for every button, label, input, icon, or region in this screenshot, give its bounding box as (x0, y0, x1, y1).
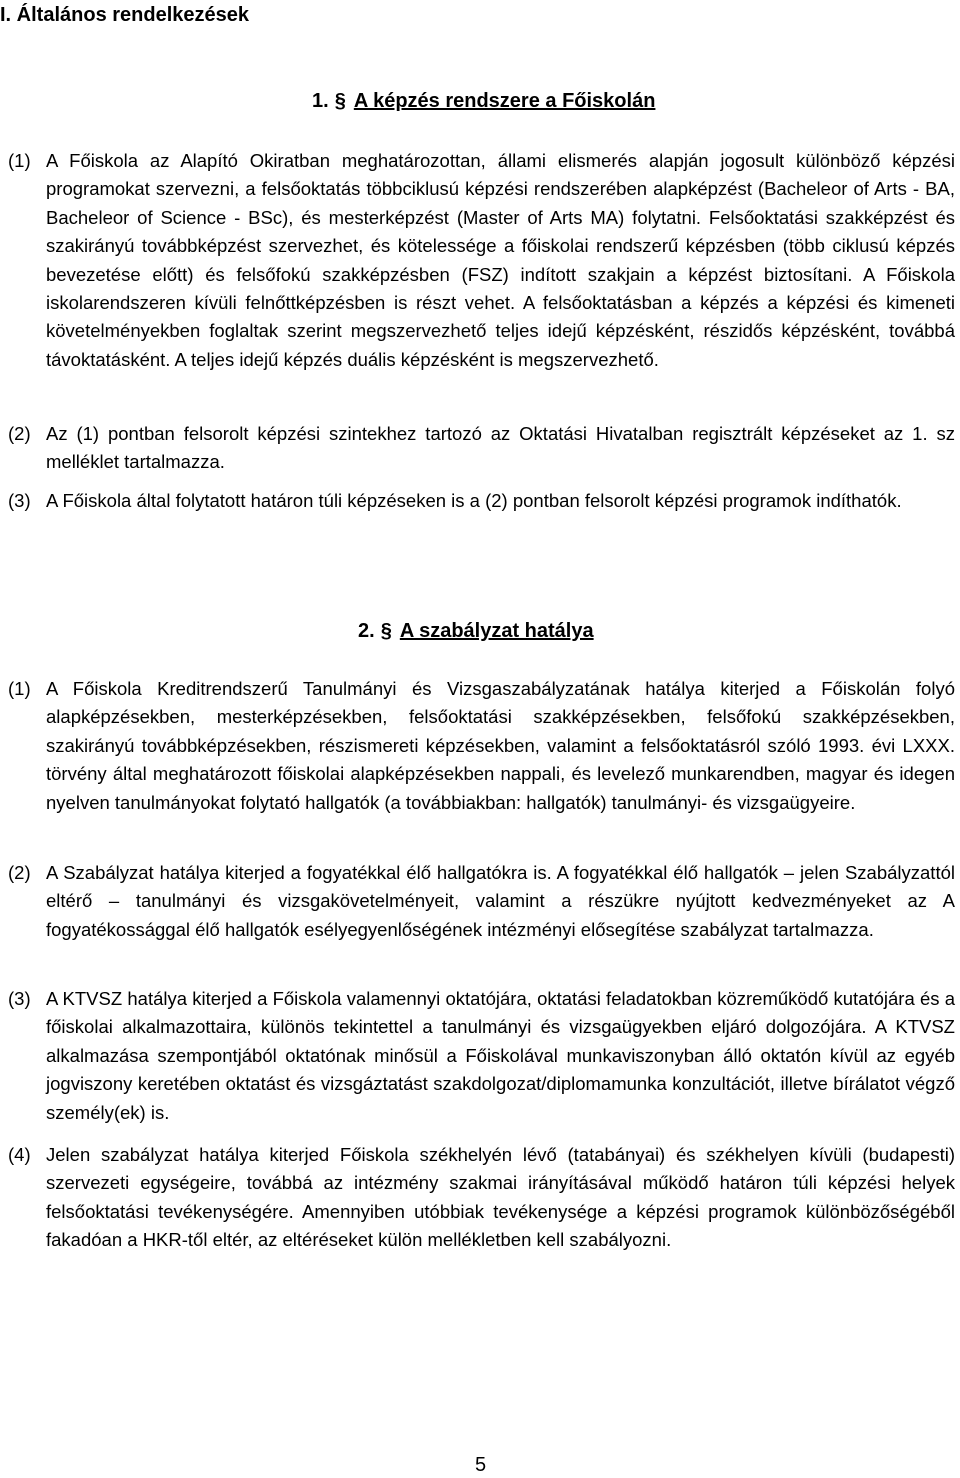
page-number: 5 (475, 1454, 487, 1476)
paragraph-text: Az (1) pontban felsorolt képzési szintekhez tartozó az Oktatási Hivatalban regisztrált képzéseket az 1. sz melléklet tartalmazza. (46, 423, 955, 473)
section-2-paragraph-1 (8, 675, 955, 817)
paragraph-marker: (3) (8, 988, 31, 1009)
section-2-heading (358, 618, 594, 644)
section-1-heading (312, 88, 655, 114)
section-1-paragraph-2 (8, 420, 955, 477)
section-2-paragraph-2 (8, 859, 955, 944)
paragraph-text: A Főiskola az Alapító Okiratban meghatározottan, állami elismerés alapján jogosult különböző képzési programokat szervezni, a felsőoktatás többciklusú képzési rendszerében alapképzést (Bacheleor of Arts - BA, Bacheleor of Science - BSc), és mesterképzést (Master of Arts MA) folytatni. Felsőoktatási szakképzést és szakirányú továbbképzést szervezhet, és kötelessége a főiskolai rendszerű képzésben (több ciklusú képzés bevezetése előtt) és felsőfokú szakképzésben (FSZ) indított szakjain a képzést biztosítani. A Főiskola iskolarendszeren kívüli felnőttképzésben is részt vehet. A felsőoktatásban a képzés a képzési és kimeneti követelményekben foglaltak szerint megszervezhető teljes idejű képzésként, részidős képzésként, továbbá távoktatásként. A teljes idejű képzés duális képzésként is megszervezhető. (46, 150, 955, 370)
paragraph-marker: (4) (8, 1144, 31, 1165)
section-1-number: 1. (312, 90, 329, 112)
section-1-paragraph-1 (8, 147, 955, 374)
paragraph-text: A Főiskola által folytatott határon túli képzéseken is a (2) pontban felsorolt képzési programok indíthatók. (46, 490, 902, 511)
paragraph-text: A KTVSZ hatálya kiterjed a Főiskola valamennyi oktatójára, oktatási feladatokban közreműködő kutatójára és a főiskolai alkalmazottaira, különös tekintettel a tanulmányi és vizsgaügyekben eljáró dolgozójára. A KTVSZ alkalmazása szempontjából oktatónak minősül a Főiskolával munkaviszonyban álló oktatón kívül az egyéb jogviszony keretében oktatást és vizsgáztatást szakdolgozat/diplomamunka konzultációt, illetve bírálatot végző személy(ek) is. (46, 988, 955, 1123)
section-2-title: A szabályzat hatálya (399, 620, 594, 642)
chapter-title: I. Általános rendelkezések (0, 4, 250, 26)
section-2-paragraph-4 (8, 1141, 955, 1255)
paragraph-text: A Főiskola Kreditrendszerű Tanulmányi és Vizsgaszabályzatának hatálya kiterjed a Főiskolán folyó alapképzésekben, mesterképzésekben, felsőoktatási szakképzésekben, felsőfokú szakképzésekben, szakirányú továbbképzésekben, részismereti képzésekben, valamint a felsőoktatásról szóló 1993. évi LXXX. törvény által meghatározott főiskolai alapképzésekben nappali, és levelező munkarendben, magyar és idegen nyelven tanulmányokat folytató hallgatók (a továbbiakban: hallgatók) tanulmányi- és vizsgaügyeire. (46, 678, 955, 813)
section-sign-icon: § (334, 90, 346, 112)
section-2-number: 2. (358, 620, 375, 642)
paragraph-marker: (3) (8, 490, 31, 511)
section-sign-icon: § (380, 620, 392, 642)
paragraph-text: A Szabályzat hatálya kiterjed a fogyatékkal élő hallgatókra is. A fogyatékkal élő hallgatók – jelen Szabályzattól eltérő – tanulmányi és vizsgakövetelményeit, valamint a részükre nyújtott kedvezményeket az A fogyatékossággal élő hallgatók esélyegyenlőségének intézményi elősegítése szabályzat tartalmazza. (46, 862, 955, 940)
section-1-paragraph-3 (8, 487, 955, 515)
paragraph-marker: (1) (8, 678, 31, 699)
paragraph-marker: (2) (8, 862, 31, 883)
paragraph-text: Jelen szabályzat hatálya kiterjed Főiskola székhelyén lévő (tatabányai) és székhelyen kívüli (budapesti) szervezeti egységeire, továbbá az intézmény szakmai irányításával működő határon túli képzési helyek felsőoktatási tevékenységére. Amennyiben utóbbiak tevékenysége a képzési programok különbözőségéből fakadóan a HKR-től eltér, az eltéréseket külön mellékletben kell szabályozni. (46, 1144, 955, 1251)
paragraph-marker: (2) (8, 423, 31, 444)
paragraph-marker: (1) (8, 150, 31, 171)
section-1-title: A képzés rendszere a Főiskolán (353, 90, 656, 112)
section-2-paragraph-3 (8, 985, 955, 1127)
